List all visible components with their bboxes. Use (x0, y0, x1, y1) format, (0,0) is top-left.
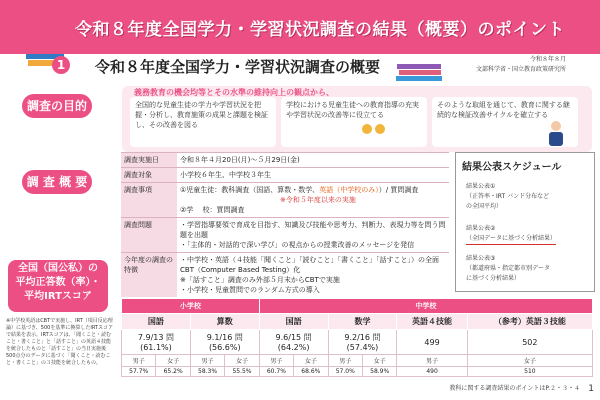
issuer-info (476, 55, 566, 75)
overview-row: 調査問題 ・学習指導要領で育成を目指す、知識及び技能や思考力、判断力、表現力等を問う問題を出題 ・「主体的・対話的で深い学び」の視点からの授業改善のメッセージを発信 (121, 218, 449, 253)
person-icon (545, 120, 567, 148)
issuer-org: 文部科学省・国立教育政策研究所 (475, 66, 566, 73)
overview-label: 調 査 概 要 (22, 170, 92, 194)
results-table: 小学校 中学校 国語 算数 国語 数学 英語４技能 （参考）英語３技能 7.9/13 問 (61.1%) 9.1/16 問 (56.6%) 9.6/15 問 (64.2%) 9.2/16 問 (57.4%) 499 502 男子 女子 男子 女子 男子 女子 男子 女子 男子 女子 57.7% 65.2% 58.3% 55.5% 60.7% 68.6% 57.0% 58.9% 490 510 (121, 298, 593, 377)
issue-date: 令和８年８月 (529, 56, 566, 63)
aim-card-3: そのような取組を通じて、教育に関する継続的な検証改善サイクルを確立する (432, 97, 578, 147)
junior-header: 中学校 (259, 299, 592, 314)
gender-label-row: 男子 女子 男子 女子 男子 女子 男子 女子 男子 女子 (122, 355, 593, 367)
overview-row: 調査対象 小学校６年生、中学校３年生 (121, 168, 449, 183)
section-number: 1 (52, 56, 70, 74)
overview-row: 調査実施日 令和８年４月20日(月)～５月29日(金) (121, 153, 449, 168)
overview-row: 調査事項 ①児童生徒：教科調査（国語、算数・数学、英語（中学校のみ））/ 質問調査 ※令和５年度以来の実施 ②学 校：質問調査 (121, 183, 449, 218)
books-stack-icon (395, 62, 445, 82)
page-number: 1 (588, 384, 594, 394)
elementary-header: 小学校 (122, 299, 260, 314)
schedule-item-3: 結果公表③ （都道府県・指定都市別データ に基づく分析結果） (466, 255, 551, 282)
score-row: 7.9/13 問 (61.1%) 9.1/16 問 (56.6%) 9.6/15 問 (64.2%) 9.2/16 問 (57.4%) 499 502 (122, 330, 593, 355)
gears-icon (360, 122, 388, 136)
banner-title: 令和８年度全国学力・学習状況調査の結果（概要）のポイント (75, 19, 565, 40)
aims-label: 調査の目的 (22, 94, 92, 118)
schedule-item-1: 結果公表① （正答率・IRT バンド分布など の全国平均） (466, 183, 550, 210)
score-label: 全国（国公私）の 平均正答数（率）・ 平均IRTスコア (15, 263, 101, 302)
aim-card-2: 学校における児童生徒への教育指導の充実や学習状況の改善等に役立てる (281, 97, 427, 147)
schedule-title: 結果公表スケジュール (462, 162, 562, 173)
aims-header: 義務教育の機会均等とその水準の維持向上の観点から、 (134, 88, 334, 97)
gender-value-row: 57.7% 65.2% 58.3% 55.5% 60.7% 68.6% 57.0% 58.9% 490 510 (122, 367, 593, 377)
section-title: 令和８年度全国学力・学習状況調査の概要 (95, 58, 381, 76)
footer-note: 教科に関する調査結果のポイントはP.２・３・４ (449, 385, 580, 392)
english-note: ※中学校英語はCBTで実施し、IRT（項目反応理論）に基づき、500を基準に換算したIRTスコアで結果を表示。IRTスコアは、「聞くこと・読むこと・書くこと」と「話すこと」の英語４技能を統合したものと「話すこと」の当日実施後500点分のデータに基づく「聞くこと・読むこと・書くこと」の３技能を統合したもの。 (6, 318, 113, 366)
schedule-item-2: 結果公表② （全国データに基づく分析結果） (466, 224, 556, 245)
overview-row: 今年度の調査の特徴 ・中学校・英語（４技能「聞くこと」「読むこと」「書くこと」「話すこと」）の全面CBT（Computer Based Testing）化 ※「話すこと」調査のみ外部５月末からCBTで実施 ・小学校・児童質問でのランダム方式の導入 (121, 253, 449, 298)
aim-card-1: 全国的な児童生徒の学力や学習状況を把握・分析し、教育施策の成果と課題を検証し、その改善を図る (130, 97, 276, 147)
title-banner (0, 0, 600, 54)
overview-table (121, 152, 449, 297)
